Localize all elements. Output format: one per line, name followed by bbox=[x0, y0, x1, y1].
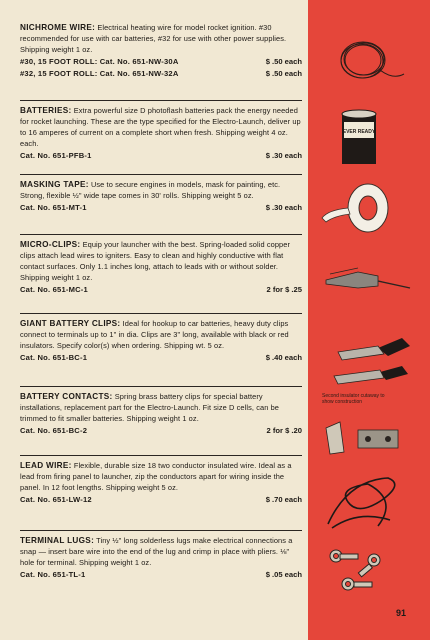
product-description: Flexible, durable size 18 two conductor insulated wire. Ideal as a lead from firing panel to launcher, zip the conductors apart for wiring inside the panel. In 12 foot lengths. Shipping weight 5 oz. bbox=[20, 461, 292, 492]
catalog-number: Cat. No. 651-TL-1 bbox=[20, 570, 86, 579]
price-row bbox=[20, 494, 302, 505]
price: $ .50 each bbox=[265, 57, 302, 66]
price: $ .30 each bbox=[265, 203, 302, 212]
micro-clip-illustration bbox=[318, 262, 413, 302]
catalog-number: Cat. No. 651-MT-1 bbox=[20, 203, 87, 212]
lead-wire-coil-illustration bbox=[318, 470, 408, 534]
price: 2 for $ .25 bbox=[266, 285, 302, 294]
price-row bbox=[20, 284, 302, 295]
price-row bbox=[20, 352, 302, 363]
product-entry-masking-tape bbox=[20, 175, 302, 235]
product-name: NICHROME WIRE: bbox=[20, 23, 96, 32]
product-entry-micro-clips bbox=[20, 235, 302, 314]
product-description: Use to secure engines in models, mask for painting, etc. Strong, flexible ½" wide tape comes in 30' rolls. Shipping weight 5 oz. bbox=[20, 180, 281, 200]
price: $ .50 each bbox=[265, 69, 302, 78]
product-name: MASKING TAPE: bbox=[20, 180, 89, 189]
catalog-number: Cat. No. 651-BC-1 bbox=[20, 353, 88, 362]
battery-illustration bbox=[336, 108, 386, 168]
catalog-number: Cat. No. 651-BC-2 bbox=[20, 426, 88, 435]
catalog-number: Cat. No. 651-MC-1 bbox=[20, 285, 88, 294]
page-number: 91 bbox=[396, 608, 407, 618]
product-entry-battery-contacts bbox=[20, 387, 302, 456]
giant-battery-clips-illustration bbox=[318, 330, 418, 394]
product-entry-batteries bbox=[20, 101, 302, 175]
price: $ .70 each bbox=[265, 495, 302, 504]
catalog-number: #30, 15 FOOT ROLL: Cat. No. 651-NW-30A bbox=[20, 57, 179, 66]
product-name: BATTERIES: bbox=[20, 106, 72, 115]
product-description: Ideal for hookup to car batteries, heavy duty clips connect to terminals up to 1" in dia. Clips are 3" long, available with black or red insulators. Specify color(s) when ordering. Shipping wt. 5 oz. bbox=[20, 319, 289, 350]
product-entry-nichrome-wire bbox=[20, 22, 302, 101]
price-row bbox=[20, 56, 302, 67]
price-row bbox=[20, 425, 302, 436]
product-entry-giant-battery-clips bbox=[20, 314, 302, 387]
price: $ .40 each bbox=[265, 353, 302, 362]
price-row bbox=[20, 150, 302, 161]
catalog-number: Cat. No. 651-LW-12 bbox=[20, 495, 92, 504]
price: 2 for $ .20 bbox=[266, 426, 302, 435]
product-name: BATTERY CONTACTS: bbox=[20, 392, 113, 401]
price-row bbox=[20, 202, 302, 213]
product-description: Electrical heating wire for model rocket ignition. #30 recommended for use with car batteries, #32 for use with other power supplies. Shipping weight 1 oz. bbox=[20, 23, 287, 54]
catalog-number: #32, 15 FOOT ROLL: Cat. No. 651-NW-32A bbox=[20, 69, 179, 78]
price-row bbox=[20, 569, 302, 580]
masking-tape-roll-illustration bbox=[318, 178, 408, 238]
nichrome-wire-coil-illustration bbox=[318, 30, 408, 90]
product-description: Tiny ½" long solderless lugs make electrical connections a snap — insert bare wire into the end of the lug and crimp in place with pliers. ⅛" hole for terminal. Shipping weight 1 oz. bbox=[20, 536, 293, 567]
product-description: Spring brass battery clips for special battery installations, replacement part for the Electro-Launch. Fit size D cells, can be trimmed to fit smaller batteries. Shipping weight 1 oz. bbox=[20, 392, 279, 423]
product-name: TERMINAL LUGS: bbox=[20, 536, 95, 545]
price: $ .05 each bbox=[265, 570, 302, 579]
price-row bbox=[20, 68, 302, 79]
price: $ .30 each bbox=[265, 151, 302, 160]
product-description: Extra powerful size D photoflash batteries pack the energy needed for rocket launching. These are the type specified for the Electro-Launch, deliver up to 16 amperes of current on a complete short when fresh. Shipping weight 4 oz. each. bbox=[20, 106, 301, 148]
battery-label: EVER READY bbox=[342, 129, 376, 135]
product-entry-lead-wire bbox=[20, 456, 302, 531]
product-name: MICRO-CLIPS: bbox=[20, 240, 81, 249]
product-entry-terminal-lugs bbox=[20, 531, 302, 600]
product-name: GIANT BATTERY CLIPS: bbox=[20, 319, 121, 328]
product-list bbox=[20, 22, 302, 600]
clip-illustration-caption: Second insulator cutaway to show construction bbox=[322, 393, 385, 406]
product-name: LEAD WIRE: bbox=[20, 461, 72, 470]
catalog-number: Cat. No. 651-PFB-1 bbox=[20, 151, 92, 160]
battery-contacts-illustration bbox=[318, 416, 413, 460]
product-description: Equip your launcher with the best. Spring-loaded solid copper clips attach lead wires to igniters. Easy to clean and highly conductive with flat contact surfaces. Only 1.1 inches long, attach to leads with or without solder. Shipping weight 1 oz. bbox=[20, 240, 291, 282]
terminal-lugs-illustration bbox=[318, 540, 408, 600]
